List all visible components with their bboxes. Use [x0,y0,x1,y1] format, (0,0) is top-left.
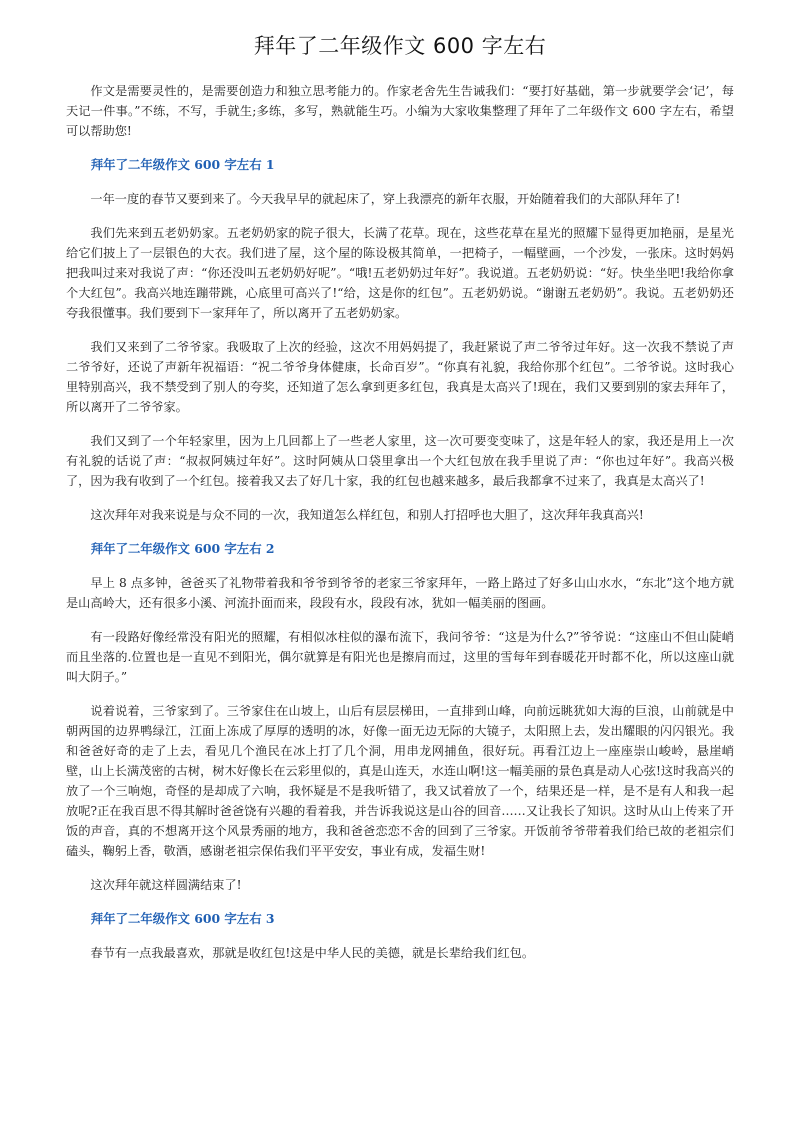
paragraph: 我们又到了一个年轻家里，因为上几回都上了一些老人家里，这一次可要变变味了，这是年轻人的家，我还是用上一次有礼貌的话说了声：“叔叔阿姨过年好”。这时阿姨从口袋里拿出一个大红包放在我手里说了声：“你也过年好”。我高兴极了，因为我有收到了一个红包。接着我又去了好几十家，我的红包也越来越多，最后我都拿不过来了，我真是太高兴了! [66,434,734,488]
paragraph: 我们先来到五老奶奶家。五老奶奶家的院子很大，长满了花草。现在，这些花草在星光的照耀下显得更加艳丽，是星光给它们披上了一层银色的大衣。我们进了屋，这个屋的陈设极其简单，一把椅子，一幅壁画，一个沙发，一张床。这时妈妈把我叫过来对我说了声：“你还没叫五老奶奶好呢”。“哦!五老奶奶过年好”。我说道。五老奶奶说：“好。快坐坐吧!我给你拿个大红包”。我高兴地连蹦带跳，心底里可高兴了!“给，这是你的红包”。五老奶奶说。“谢谢五老奶奶”。我说。五老奶奶还夸我很懂事。我们要到下一家拜年了，所以离开了五老奶奶家。 [66,226,734,320]
essay-section-1 [66,155,734,525]
paragraph: 这次拜年就这样圆满结束了! [90,878,242,892]
page-title: 拜年了二年级作文 600 字左右 [253,34,547,58]
section-heading: 拜年了二年级作文 600 字左右 2 [90,541,275,556]
paragraph: 这次拜年对我来说是与众不同的一次，我知道怎么样红包，和别人打招呼也大胆了，这次拜年我真高兴! [90,508,644,522]
section-heading: 拜年了二年级作文 600 字左右 1 [90,157,275,172]
paragraph: 说着说着，三爷家到了。三爷家住在山坡上，山后有层层梯田，一直排到山峰，向前远眺犹如大海的巨浪，山前就是中朝两国的边界鸭绿江，江面上冻成了厚厚的透明的冰，好像一面无边无际的大镜子，太阳照上去，发出耀眼的闪闪银光。我和爸爸好奇的走了上去，看见几个渔民在冰上打了几个洞，用串龙网捕鱼，很好玩。再看江边上一座座崇山峻岭，悬崖峭壁，山上长满茂密的古树，树木好像长在云彩里似的，真是山连天，水连山啊!这一幅美丽的景色真是动人心弦!这时我高兴的放了一个三响炮，奇怪的是却成了六响，我怀疑是不是我听错了，我又试着放了一个，结果还是一样，是不是有人和我一起放呢?正在我百思不得其解时爸爸饶有兴趣的看着我，并告诉我说这是山谷的回音……又让我长了知识。这时从山上传来了开饭的声音，真的不想离开这个风景秀丽的地方，我和爸爸恋恋不舍的回到了三爷家。开饭前爷爷带着我们给已故的老祖宗们磕头，鞠躬上香，敬酒，感谢老祖宗保佑我们平平安安，事业有成，发福生财! [66,704,734,858]
section-heading: 拜年了二年级作文 600 字左右 3 [90,911,275,926]
paragraph: 早上 8 点多钟，爸爸买了礼物带着我和爷爷到爷爷的老家三爷家拜年，一路上路过了好多山山水水，“东北”这个地方就是山高岭大，还有很多小溪、河流扑面而来，段段有水，段段有冰，犹如一幅美丽的图画。 [66,576,734,610]
paragraph: 春节有一点我最喜欢，那就是收红包!这是中华人民的美德，就是长辈给我们红包。 [90,946,535,960]
paragraph: 有一段路好像经常没有阳光的照耀，有相似冰柱似的瀑布流下，我问爷爷：“这是为什么?”爷爷说：“这座山不但山陡峭而且坐落的.位置也是一直见不到阳光，偶尔就算是有阳光也是擦肩而过，这里的雪每年到春暖花开时都不化，所以这座山就叫大阴子。” [66,630,734,684]
paragraph: 一年一度的春节又要到来了。今天我早早的就起床了，穿上我漂亮的新年衣服，开始随着我们的大部队拜年了! [90,192,681,206]
essay-section-2 [66,539,734,895]
paragraph: 我们又来到了二爷爷家。我吸取了上次的经验，这次不用妈妈提了，我赶紧说了声二爷爷过年好。这一次我不禁说了声二爷爷好，还说了声新年祝福语：“祝二爷爷身体健康，长命百岁”。“你真有礼貌，我给你那个红包”。二爷爷说。这时我心里特别高兴，我不禁受到了别人的夸奖，还知道了怎么拿到更多红包，我真是太高兴了!现在，我们又要到别的家去拜年了，所以离开了二爷爷家。 [66,340,734,414]
essay-section-3 [66,909,734,963]
intro-paragraph: 作文是需要灵性的，是需要创造力和独立思考能力的。作家老舍先生告诫我们：“要打好基础，第一步就要学会‘记’，每天记一件事。”不练，不写，手就生;多练，多写，熟就能生巧。小编为大家收集整理了拜年了二年级作文 600 字左右，希望可以帮助您! [66,84,734,138]
